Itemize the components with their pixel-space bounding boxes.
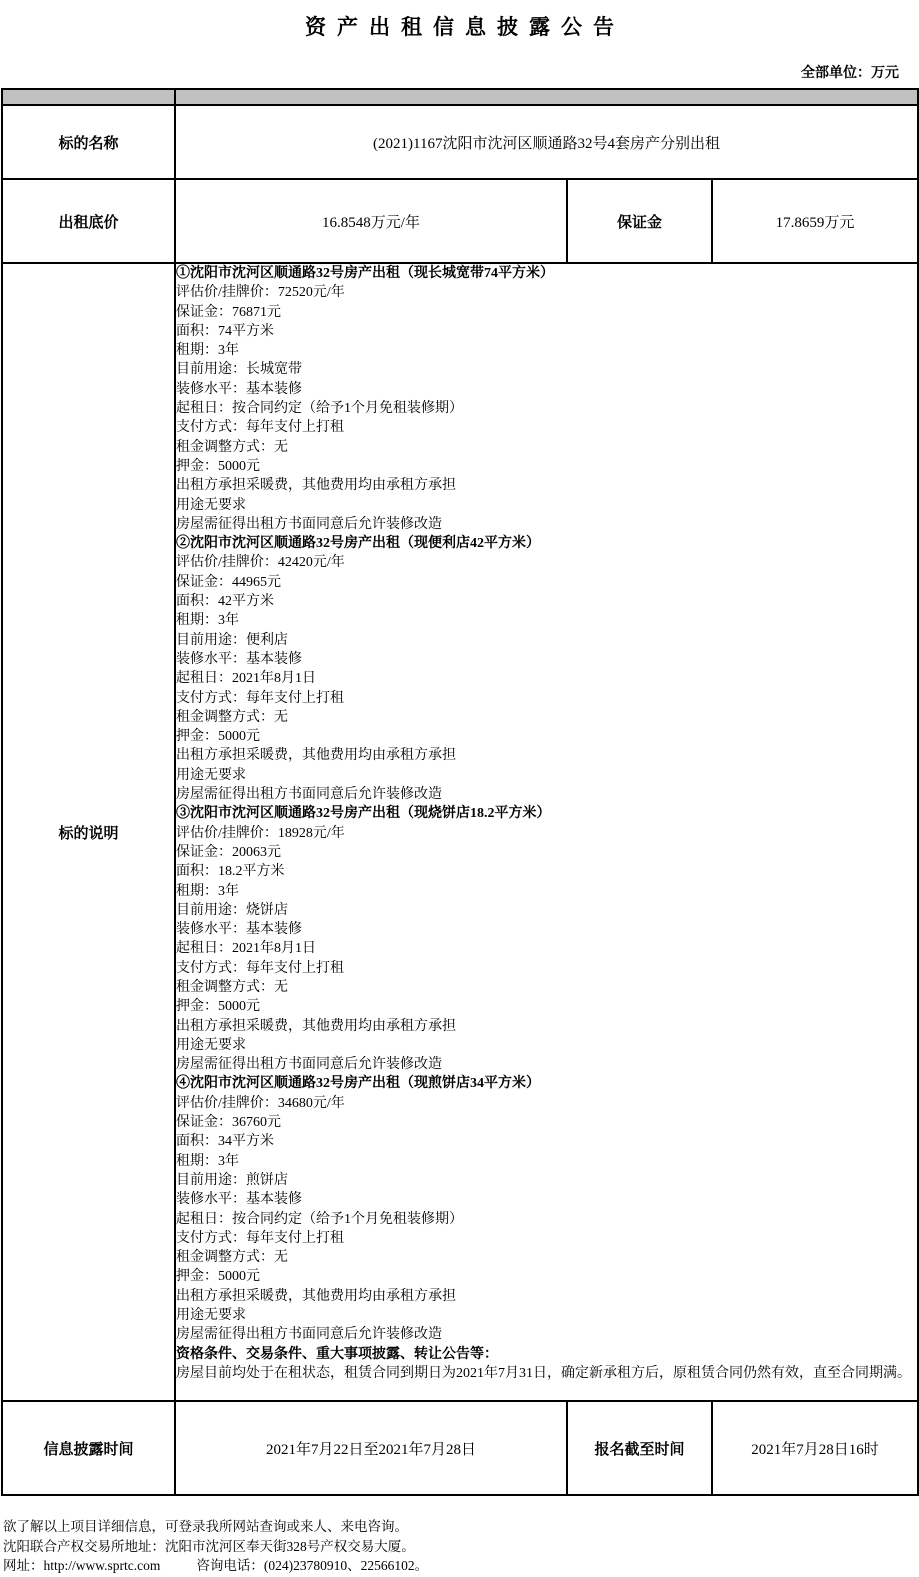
subject-name-label: 标的名称 (2, 105, 175, 179)
description-line: 出租方承担采暖费，其他费用均由承租方承担 (176, 1018, 456, 1034)
description-content (175, 263, 918, 1401)
description-line: 评估价/挂牌价：42420元/年 (176, 555, 345, 571)
deposit-value: 17.8659万元 (712, 179, 918, 263)
description-line: 起租日：按合同约定（给予1个月免租装修期） (176, 1211, 463, 1227)
description-line: 起租日：按合同约定（给予1个月免租装修期） (176, 401, 463, 417)
description-section-heading: ①沈阳市沈河区顺通路32号房产出租（现长城宽带74平方米） (176, 266, 554, 281)
description-row (2, 263, 918, 1401)
description-line: 房屋目前均处于在租状态，租赁合同到期日为2021年7月31日，确定新承租方后，原租赁合同仍然有效，直至合同期满。 (176, 1365, 911, 1381)
description-line: 装修水平：基本装修 (176, 651, 302, 667)
description-line: 目前用途：长城宽带 (176, 362, 302, 378)
description-line: 租期：3年 (176, 883, 239, 899)
footer-note-address: 沈阳联合产权交易所地址：沈阳市沈河区奉天街328号产权交易大厦。 (3, 1538, 415, 1554)
description-line: 出租方承担采暖费，其他费用均由承租方承担 (176, 1288, 456, 1304)
description-line: 评估价/挂牌价：72520元/年 (176, 285, 345, 301)
description-line: 评估价/挂牌价：34680元/年 (176, 1095, 345, 1111)
description-line: 房屋需征得出租方书面同意后允许装修改造 (176, 787, 442, 803)
description-line: 出租方承担采暖费，其他费用均由承租方承担 (176, 748, 456, 764)
registration-deadline-label: 报名截至时间 (567, 1401, 712, 1495)
description-line: 房屋需征得出租方书面同意后允许装修改造 (176, 1327, 442, 1343)
table-header-row (2, 89, 918, 105)
subject-name-row (2, 105, 918, 179)
document-title: 资产出租信息披露公告 (305, 15, 625, 39)
description-line: 装修水平：基本装修 (176, 1192, 302, 1208)
description-line: 支付方式：每年支付上打租 (176, 420, 344, 436)
footer-phone: 咨询电话：(024)23780910、22566102。 (196, 1558, 429, 1573)
description-line: 支付方式：每年支付上打租 (176, 690, 344, 706)
description-line: 押金：5000元 (176, 458, 260, 474)
footer-note-contact (3, 1556, 428, 1576)
description-line: 押金：5000元 (176, 999, 260, 1015)
registration-deadline-value: 2021年7月28日16时 (712, 1401, 918, 1495)
description-line: 租金调整方式：无 (176, 439, 288, 455)
description-line: 租期：3年 (176, 1153, 239, 1169)
description-line: 租金调整方式：无 (176, 709, 288, 725)
subject-name-value: (2021)1167沈阳市沈河区顺通路32号4套房产分别出租 (175, 105, 918, 179)
description-line: 租期：3年 (176, 343, 239, 359)
base-price-label: 出租底价 (2, 179, 175, 263)
description-line: 用途无要求 (176, 767, 246, 783)
description-line: 装修水平：基本装修 (176, 381, 302, 397)
description-line: 面积：34平方米 (176, 1134, 274, 1150)
unit-note: 全部单位：万元 (801, 66, 899, 81)
disclosure-time-value: 2021年7月22日至2021年7月28日 (175, 1401, 567, 1495)
base-price-row (2, 179, 918, 263)
footer-website: 网址：http://www.sprtc.com (3, 1558, 161, 1573)
description-line: 租期：3年 (176, 613, 239, 629)
description-line: 装修水平：基本装修 (176, 922, 302, 938)
description-line: 用途无要求 (176, 1037, 246, 1053)
disclosure-time-label: 信息披露时间 (2, 1401, 175, 1495)
description-line: 出租方承担采暖费，其他费用均由承租方承担 (176, 478, 456, 494)
footer-note-info: 欲了解以上项目详细信息，可登录我所网站查询或来人、来电咨询。 (3, 1519, 408, 1534)
header-cell-right (175, 89, 918, 105)
description-line: 保证金：44965元 (176, 574, 281, 590)
description-line: 支付方式：每年支付上打租 (176, 960, 344, 976)
description-line: 房屋需征得出租方书面同意后允许装修改造 (176, 516, 442, 532)
description-line: 目前用途：烧饼店 (176, 902, 288, 918)
description-section-heading: ②沈阳市沈河区顺通路32号房产出租（现便利店42平方米） (176, 536, 540, 552)
footer-notes (3, 1517, 428, 1576)
description-line: 用途无要求 (176, 497, 246, 513)
description-line: 面积：74平方米 (176, 323, 274, 339)
description-line: 起租日：2021年8月1日 (176, 671, 316, 687)
description-label: 标的说明 (2, 263, 175, 1401)
description-section-heading: 资格条件、交易条件、重大事项披露、转让公告等： (176, 1346, 498, 1362)
description-line: 租金调整方式：无 (176, 1250, 288, 1266)
description-line: 保证金：36760元 (176, 1115, 281, 1131)
description-line: 房屋需征得出租方书面同意后允许装修改造 (176, 1057, 442, 1073)
deposit-label: 保证金 (567, 179, 712, 263)
description-line: 押金：5000元 (176, 729, 260, 745)
description-line: 起租日：2021年8月1日 (176, 941, 316, 957)
description-line: 保证金：76871元 (176, 304, 281, 320)
description-line: 支付方式：每年支付上打租 (176, 1230, 344, 1246)
header-cell-left (2, 89, 175, 105)
description-line: 押金：5000元 (176, 1269, 260, 1285)
description-line: 面积：42平方米 (176, 594, 274, 610)
description-section-heading: ③沈阳市沈河区顺通路32号房产出租（现烧饼店18.2平方米） (176, 806, 551, 822)
description-section-heading: ④沈阳市沈河区顺通路32号房产出租（现煎饼店34平方米） (176, 1076, 540, 1092)
base-price-value: 16.8548万元/年 (175, 179, 567, 263)
disclosure-table (1, 88, 919, 1496)
description-line: 保证金：20063元 (176, 844, 281, 860)
description-line: 面积：18.2平方米 (176, 864, 285, 880)
disclosure-time-row (2, 1401, 918, 1495)
description-line: 目前用途：便利店 (176, 632, 288, 648)
description-line: 评估价/挂牌价：18928元/年 (176, 825, 345, 841)
description-line: 租金调整方式：无 (176, 979, 288, 995)
description-line: 目前用途：煎饼店 (176, 1172, 288, 1188)
description-line: 用途无要求 (176, 1308, 246, 1324)
